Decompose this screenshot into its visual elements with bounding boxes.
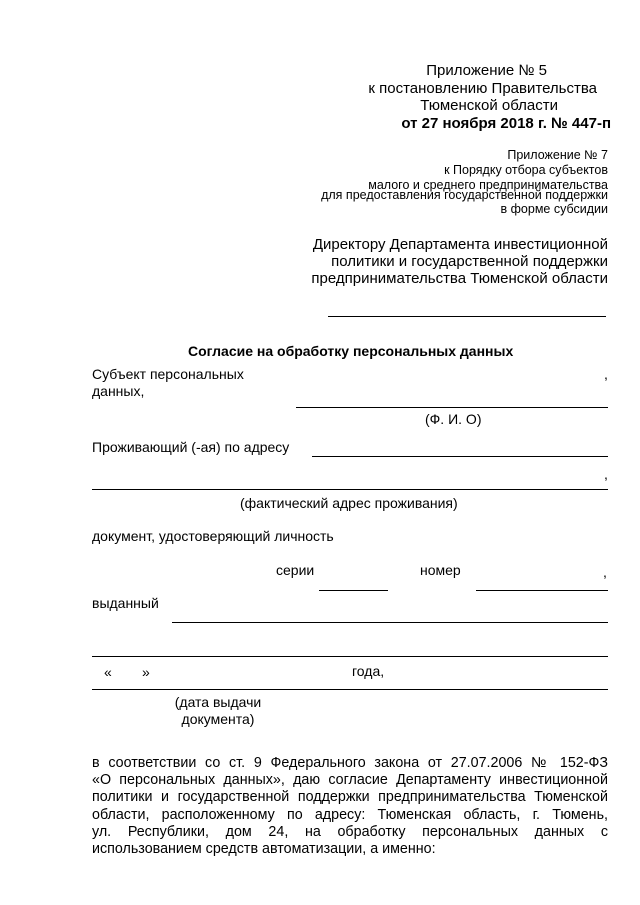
year-label: года, <box>352 663 385 679</box>
appendix7-line2: к Порядку отбора субъектов <box>444 163 608 177</box>
addressee-line2: политики и государственной поддержки <box>331 253 608 270</box>
date-quote-open: « <box>104 664 112 680</box>
series-field-line[interactable] <box>319 590 388 591</box>
issue-date-caption-line2: документа) <box>181 711 255 727</box>
appendix5-line4: от 27 ноября 2018 г. № 447-п <box>401 115 611 132</box>
consent-line: «О персональных данных», даю согласие Департаменту инвестиционной <box>92 772 608 789</box>
date-field-line[interactable] <box>92 689 608 690</box>
fio-field-line[interactable] <box>296 407 608 408</box>
appendix7-line1: Приложение № 7 <box>507 148 608 162</box>
subject-label-line1: Субъект персональных <box>92 366 244 382</box>
appendix5-line2: к постановлению Правительства <box>368 80 597 97</box>
subject-comma: , <box>604 366 608 382</box>
appendix7-line3: малого и среднего предпринимательства <box>368 178 608 192</box>
appendix7-line4: для предоставления государственной поддержки <box>321 188 608 202</box>
appendix5-line3: Тюменской области <box>420 97 558 114</box>
subject-label-line2: данных, <box>92 383 145 399</box>
address-field-line-1[interactable] <box>312 456 608 457</box>
id-document-label: документ, удостоверяющий личность <box>92 528 334 544</box>
series-label: серии <box>276 562 315 578</box>
addressee-signature-line[interactable] <box>328 316 606 317</box>
consent-line: ул. Республики, дом 24, на обработку персональных данных с <box>92 823 608 840</box>
address-comma: , <box>604 466 608 482</box>
consent-line: политики и государственной поддержки предпринимательства Тюменской <box>92 789 608 806</box>
addressee-line3: предпринимательства Тюменской области <box>311 270 608 287</box>
number-label: номер <box>420 562 461 578</box>
address-field-line-2[interactable] <box>92 489 608 490</box>
appendix5-line1: Приложение № 5 <box>426 62 547 79</box>
fio-caption: (Ф. И. О) <box>425 411 482 427</box>
consent-line: области, расположенному по адресу: Тюменская область, г. Тюмень, <box>92 806 608 823</box>
addressee-line1: Директору Департамента инвестиционной <box>312 236 608 253</box>
residing-label: Проживающий (-ая) по адресу <box>92 439 290 455</box>
issued-label: выданный <box>92 595 159 611</box>
issued-field-line-1[interactable] <box>172 622 608 623</box>
issue-date-caption-line1: (дата выдачи <box>174 694 262 710</box>
appendix7-line5: в форме субсидии <box>500 202 608 216</box>
consent-line: использованием средств автоматизации, а именно: <box>92 841 436 858</box>
date-quote-close: » <box>142 664 150 680</box>
number-field-line[interactable] <box>476 590 608 591</box>
address-caption: (фактический адрес проживания) <box>240 495 458 511</box>
consent-paragraph <box>92 755 608 858</box>
issued-field-line-2[interactable] <box>92 656 608 657</box>
consent-line: в соответствии со ст. 9 Федерального закона от 27.07.2006 № 152-ФЗ <box>92 755 608 771</box>
number-comma: , <box>603 564 607 580</box>
page-title: Согласие на обработку персональных данных <box>188 343 514 359</box>
